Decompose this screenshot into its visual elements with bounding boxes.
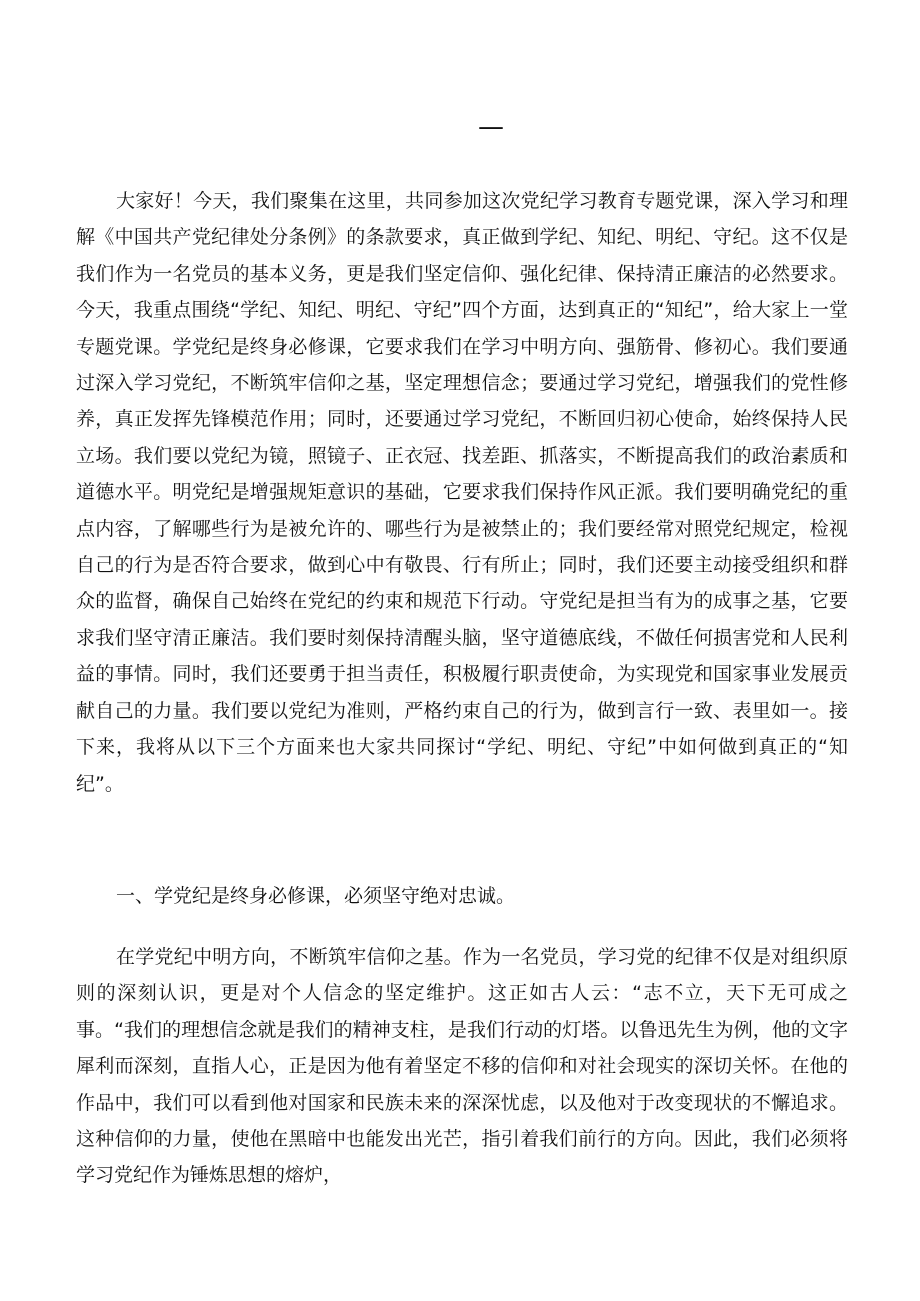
section-heading: 一、学党纪是终身必修课，必须坚守绝对忠诚。 (116, 885, 516, 907)
intro-paragraph: 大家好！今天，我们聚集在这里，共同参加这次党纪学习教育专题党课，深入学习和理解《中国共产党纪律处分条例》的条款要求，真正做到学纪、知纪、明纪、守纪。这不仅是我们作为一名党员的基本义务，更是我们坚定信仰、强化纪律、保持清正廉洁的必然要求。今天，我重点围绕“学纪、知纪、明纪、守纪”四个方面，达到真正的“知纪”，给大家上一堂专题党课。学党纪是终身必修课，它要求我们在学习中明方向、强筋骨、修初心。我们要通过深入学习党纪，不断筑牢信仰之基，坚定理想信念；要通过学习党纪，增强我们的党性修养，真正发挥先锋模范作用；同时，还要通过学习党纪，不断回归初心使命，始终保持人民立场。我们要以党纪为镜，照镜子、正衣冠、找差距、抓落实，不断提高我们的政治素质和道德水平。明党纪是增强规矩意识的基础，它要求我们保持作风正派。我们要明确党纪的重点内容，了解哪些行为是被允许的、哪些行为是被禁止的；我们要经常对照党纪规定，检视自己的行为是否符合要求，做到心中有敬畏、行有所止；同时，我们还要主动接受组织和群众的监督，确保自己始终在党纪的约束和规范下行动。守党纪是担当有为的成事之基，它要求我们坚守清正廉洁。我们要时刻保持清醒头脑，坚守道德底线，不做任何损害党和人民利益的事情。同时，我们还要勇于担当责任，积极履行职责使命，为实现党和国家事业发展贡献自己的力量。我们要以党纪为准则，严格约束自己的行为，做到言行一致、表里如一。接下来，我将从以下三个方面来也大家共同探讨“学纪、明纪、守纪”中如何做到真正的“知纪”。 (76, 190, 848, 795)
section-paragraph: 在学党纪中明方向，不断筑牢信仰之基。作为一名党员，学习党的纪律不仅是对组织原则的深刻认识，更是对个人信念的坚定维护。这正如古人云：“志不立，天下无可成之事。“我们的理想信念就是我们的精神支柱，是我们行动的灯塔。以鲁迅先生为例，他的文字犀利而深刻，直指人心，正是因为他有着坚定不移的信仰和对社会现实的深切关怀。在他的作品中，我们可以看到他对国家和民族未来的深深忧虑，以及他对于改变现状的不懈追求。这种信仰的力量，使他在黑暗中也能发出光芒，指引着我们前行的方向。因此，我们必须将学习党纪作为锤炼思想的熔炉， (76, 946, 848, 1187)
header-mark: — (478, 112, 504, 142)
